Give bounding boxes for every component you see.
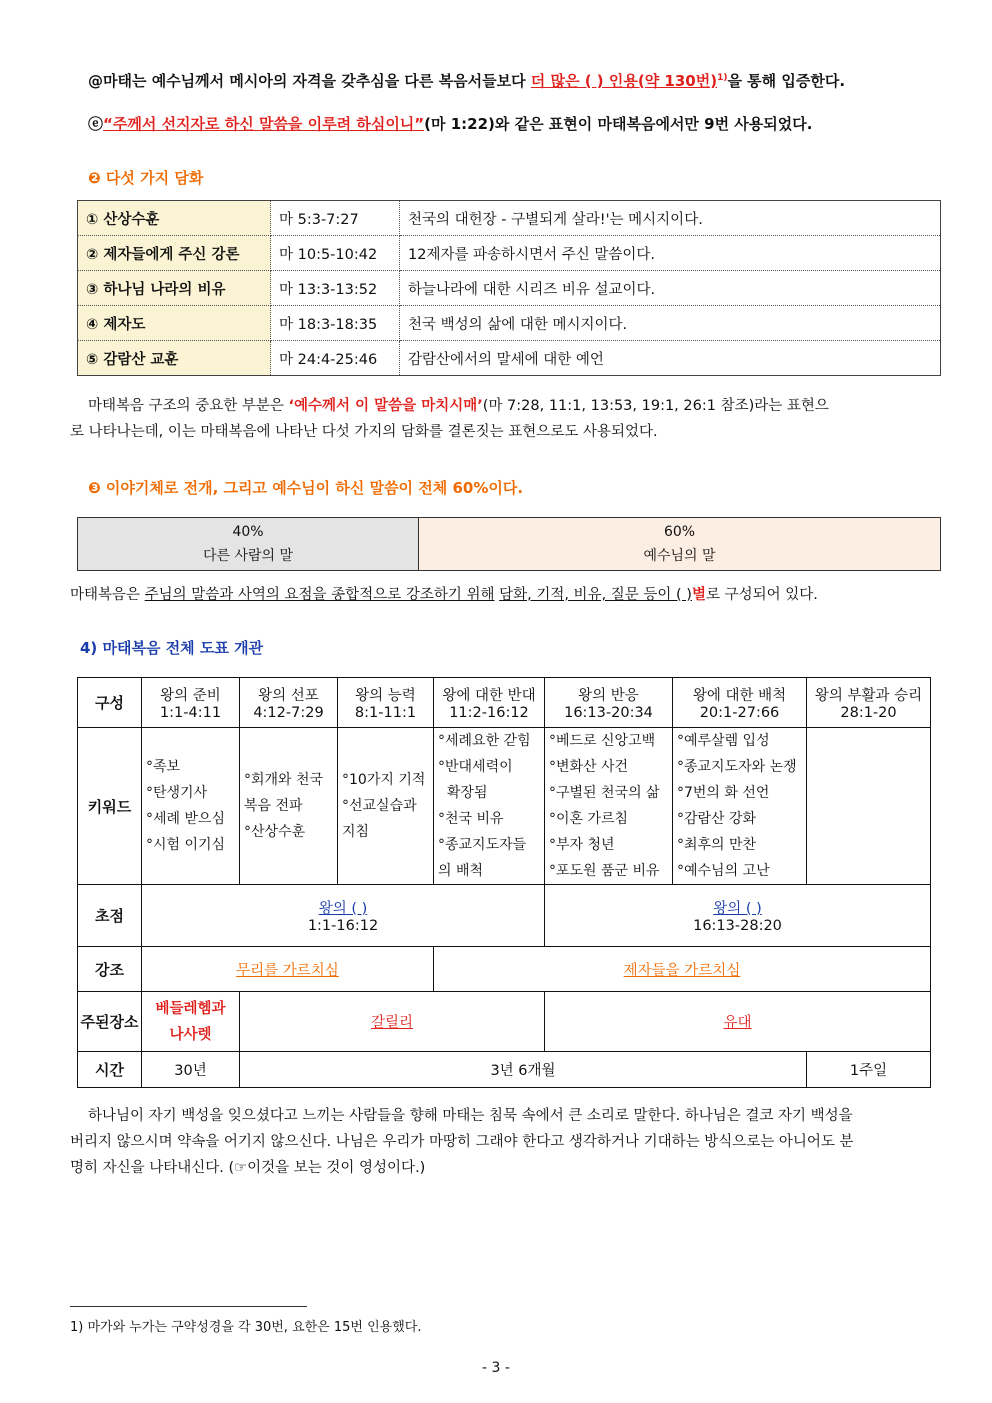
column-range: 20:1-27:66 [699,705,780,721]
closing-line-3: 명히 자신을 나타내신다. (☞이것을 보는 것이 영성이다.) [70,1160,426,1176]
table-row [78,341,941,376]
line-d [88,70,845,91]
focus-right-title: 왕의 ( ) [713,901,762,917]
speech-ratio-bar [77,517,941,571]
column-range: 1:1-4:11 [159,705,222,721]
column-title: 왕의 선포 [258,688,319,704]
keyword: °감람산 강화 [677,811,757,827]
keyword: °예수님의 고난 [677,863,770,879]
table-row [78,306,941,341]
keyword: °종교지도자들 [438,837,527,853]
line-d-text: @마태는 예수님께서 메시아의 자격을 갖추심을 다른 복음서들보다 [88,72,531,90]
paragraph-text-ref: (마 7:28, 11:1, 13:53, 19:1, 26:1 참조)라는 표현으 [482,398,829,414]
keyword-cell [338,728,434,885]
keyword: °10가지 기적 [342,772,426,788]
line-e-text: (마 1:22)와 같은 표현이 마태복음에서만 9번 사용되었다. [424,115,813,133]
keyword-cell [240,728,338,885]
keyword: °족보 [146,759,181,775]
keyword: 확장됨 [438,785,488,801]
keyword: °세례요한 갇힘 [438,733,531,749]
discourse-ref: 마 18:3-18:35 [271,306,400,341]
discourse-ref: 마 5:3-7:27 [271,201,400,236]
jesus-speech-label: 예수님의 말 [643,548,716,564]
discourse-name: ④ 제자도 [78,306,271,341]
other-speech-percent: 40% [232,524,264,540]
line-e-marker: ⓔ [88,115,104,133]
keyword-cell [434,728,545,885]
table-row [78,201,941,236]
discourse-desc: 천국 백성의 삶에 대한 메시지이다. [400,306,941,341]
table-row [78,271,941,306]
jesus-speech-percent: 60% [663,524,696,540]
discourse-ref: 마 10:5-10:42 [271,236,400,271]
keyword: °이혼 가르침 [549,811,629,827]
column-title: 왕의 준비 [160,688,221,704]
keyword-cell-empty [807,728,931,885]
column-range: 28:1-20 [840,705,897,721]
column-header [142,678,240,728]
column-title: 왕의 능력 [355,688,416,704]
keyword: °7번의 화 선언 [677,785,770,801]
keyword: °천국 비유 [438,811,504,827]
discourse-paragraph [70,393,944,445]
keyword: °회개와 천국 [244,772,324,788]
row-label-emphasis: 강조 [78,947,142,992]
keyword: °구별된 천국의 삶 [549,785,660,801]
discourse-ref: 마 13:3-13:52 [271,271,400,306]
section-heading-five-discourses: ❷ 다섯 가지 담화 [88,169,204,187]
discourse-desc: 하늘나라에 대한 시리즈 비유 설교이다. [400,271,941,306]
line-d-end: 을 통해 입증한다. [727,72,846,90]
row-label-keywords: 키워드 [78,728,142,885]
other-speech-cell [78,518,419,571]
place-bethlehem-nazareth: 베들레헴과 나사렛 [142,992,240,1052]
paragraph-text: 마태복음 구조의 중요한 부분은 [88,398,289,414]
focus-left-title: 왕의 ( ) [318,901,368,917]
keyword: °베드로 신앙고백 [549,733,656,749]
discourse-name: ⑤ 감람산 교훈 [78,341,271,376]
column-header [434,678,545,728]
keyword: °포도원 품군 비유 [549,863,660,879]
discourse-desc: 감람산에서의 말세에 대한 예언 [400,341,941,376]
closing-line-2: 버리지 않으시며 약속을 어기지 않으신다. 나님은 우리가 마땅히 그래야 한다고 생각하거나 기대하는 방식으로는 아니어도 분 [70,1134,854,1150]
time-3: 1주일 [807,1052,931,1088]
section-heading-overview: 4) 마태복음 전체 도표 개관 [80,639,264,657]
table-row [78,678,931,728]
keyword: °산상수훈 [244,824,306,840]
structure-sentence [70,583,818,604]
row-label-place: 주된장소 [78,992,142,1052]
column-range: 11:2-16:12 [449,705,529,721]
focus-right-range: 16:13-28:20 [693,918,782,934]
place-judea: 유대 [545,992,931,1052]
sentence-blank: 담화, 기적, 비유, 질문 등이 ( ) [499,587,692,603]
discourse-name: ② 제자들에게 주신 강론 [78,236,271,271]
column-range: 4:12-7:29 [253,705,324,721]
footnote-ref[interactable]: 1) [717,73,728,83]
table-row [78,1052,931,1088]
table-row [78,992,931,1052]
paragraph-line-2: 로 나타나는데, 이는 마태복음에 나타난 다섯 가지의 담화를 결론짓는 표현으로도 사용되었다. [70,424,658,440]
jesus-speech-cell [419,518,941,571]
place-galilee: 갈릴리 [240,992,545,1052]
keyword-cell [673,728,807,885]
sentence-underlined: 주님의 말씀과 사역의 요점을 종합적으로 강조하기 위해 [144,587,495,603]
closing-paragraph [70,1103,944,1181]
discourse-desc: 천국의 대헌장 - 구별되게 살라!'는 메시지이다. [400,201,941,236]
keyword: °최후의 만찬 [677,837,757,853]
column-header [240,678,338,728]
discourse-name: ③ 하나님 나라의 비유 [78,271,271,306]
paragraph-highlight: ‘예수께서 이 말씀을 마치시매’ [288,398,483,414]
row-label-focus: 초점 [78,885,142,947]
column-header [338,678,434,728]
keyword: °예루살렘 입성 [677,733,770,749]
column-header [807,678,931,728]
column-header [545,678,673,728]
row-label-composition: 구성 [78,678,142,728]
keyword: 지침 [342,824,370,840]
keyword-cell [142,728,240,885]
column-range: 16:13-20:34 [564,705,653,721]
keyword: °선교실습과 [342,798,417,814]
column-header [673,678,807,728]
discourse-table [77,200,941,376]
other-speech-label: 다른 사람의 말 [202,548,294,564]
line-e-quote: “주께서 선지자로 하신 말씀을 이루려 하심이니” [103,115,425,133]
column-title: 왕에 대한 반대 [442,688,536,704]
row-label-time: 시간 [78,1052,142,1088]
focus-left-range: 1:1-16:12 [307,918,379,934]
keyword: °종교지도자와 논쟁 [677,759,797,775]
sentence-highlight: 별 [691,587,706,603]
column-title: 왕에 대한 배척 [692,688,787,704]
column-title: 왕의 부활과 승리 [814,688,923,704]
time-2: 3년 6개월 [240,1052,807,1088]
closing-line-1: 하나님이 자기 백성을 잊으셨다고 느끼는 사람들을 향해 마태는 침묵 속에서 큰 소리로 말한다. 하나님은 결코 자기 백성을 [88,1108,853,1124]
column-title: 왕의 반응 [578,688,639,704]
page-number: - 3 - [482,1360,510,1376]
keyword: °시험 이기심 [146,837,226,853]
keyword: °부자 청년 [549,837,615,853]
column-range: 8:1-11:1 [354,705,417,721]
time-1: 30년 [142,1052,240,1088]
keyword: °반대세력이 [438,759,513,775]
discourse-name: ① 산상수훈 [78,201,271,236]
focus-right [545,885,931,947]
sentence-end: 로 구성되어 있다. [705,587,818,603]
footnote: 1) 마가와 누가는 구약성경을 각 30번, 요한은 15번 인용했다. [70,1320,422,1335]
keyword: °탄생기사 [146,785,208,801]
table-row [78,728,931,885]
overview-table [77,677,931,1088]
keyword: 의 배척 [438,863,484,879]
emphasis-right: 제자들을 가르치심 [434,947,931,992]
table-row [78,947,931,992]
table-row [78,885,931,947]
focus-left [142,885,545,947]
keyword: 복음 전파 [244,798,303,814]
line-e [88,113,812,134]
keyword: °세례 받으심 [146,811,226,827]
keyword-cell [545,728,673,885]
section-heading-narrative: ❸ 이야기체로 전개, 그리고 예수님이 하신 말씀이 전체 60%이다. [88,479,524,497]
discourse-desc: 12제자를 파송하시면서 주신 말씀이다. [400,236,941,271]
line-d-highlight: 더 많은 ( ) 인용(약 130번) [530,72,718,90]
footnote-divider [70,1306,307,1307]
table-row [78,236,941,271]
discourse-ref: 마 24:4-25:46 [271,341,400,376]
sentence-part: 마태복음은 [70,587,145,603]
emphasis-left: 무리를 가르치심 [142,947,434,992]
keyword: °변화산 사건 [549,759,629,775]
